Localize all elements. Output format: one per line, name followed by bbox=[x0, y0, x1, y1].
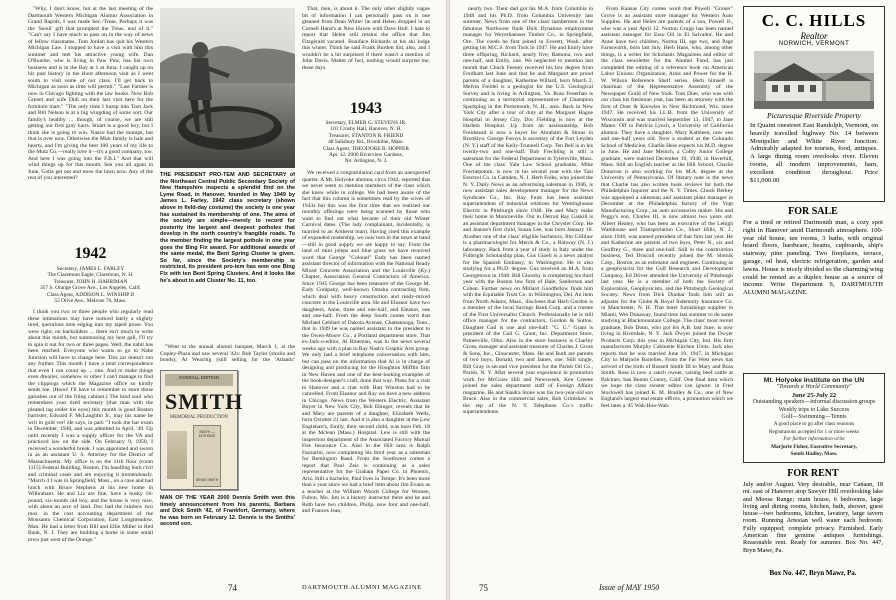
page-number-left: 74 bbox=[228, 583, 237, 593]
book-caption: MAN OF THE YEAR 2000 Dennis Smith won this timely announcement from his parents, Barbara and Dick Smith '42, of Frankfort, Germany, where he was born on February 12. Dennis is the Smiths' second son. bbox=[160, 495, 295, 528]
body-text: nearly two. Their dad got his M.A. from Columbia in 1948 and his Ph.D. from Columbia University last summer. News from one of the class' lumbermen in the fabulous Northwest finds Dick Dynamus employment manager for Weyerhaeuser Timber Co., in Springfield, Ore. The coeds he first joined in Everett, Wash. after getting his M.C.S. from Tuck in 1947. He and Emily have three offspring, Richard, nearly five; Ramona, two and one-half, and Emily, one. We neglected to mention last month that Chuck Feeney received his law degree from Fordham last June and that he and Margaret are proud parents of a daughter, Katherine Willard, born March 2. Melvin Freidel is a geologist for the U.S. Geological Survey and is living in Arlington, Va. Russ Feuerhan is continuing as a territorial representative of Champion Sparkplug in the Portsmouth, N. H., area. Back in New York City after a tour of duty at the Margaret Hague Hospital in Jersey City, Doc Fielding is now at the Harlem Hospital. Up from an assistantship, Bob Freidstead is now a buyer for Abraham & Straus in Brooklyn. George Fornys is secretary of the Fort Leyden (N. Y.) staff of the Kelly-Trunnell Corp. Ten Bell is in his twenty-two and one-half. Bob Frechling is still a salesman for the Federal Department in Tylersville, Mass. One of the class' Yale Law School graduates, Mike Frechepotom, is now in his second year with the Tosi Erectrol Co. in Camden, N. J. Herb Folks, who joined the N. Y. Daily News as an advertising salesman in 1946, is now assistant sales development manager for the News Syndicate Co., Inc. Ray Funk has been assistant superintendent of industrial relations for Westinghouse Electric in Pittsburgh since 1948. He and Mary make their home in Monroeville. Out in Detroit Ray Gaskill is an assistant department manager in the Chrysler Corp. He and Jeanne's first child, Susan Lee, was born January 18. Another one of the class' eligible bachelors, Jim Gillilaw is a pharmacologist for Merck & Co., a Rahway (N. J.) laboratory. Back from a year of study in Italy under the Fulbright Scholarship plan, Gus Gioeli is a news analyst for the Spanish Embassy, in Washington. He is also studying for a Ph.D. degree. Gus received an M.A. from Georgetown in 1948. Bill Gloosby is completing his third year with the Boston law firm of Hale, Sanderson and Cohen. Further news on Millard Goodfellow finds him with the Equitable Trust Co. in Wilmington, Del. An item from North Adams, Mass., discloses that Herb Gordon is a member of the local Savings Bank Corp. and a trustee of the First Universalist Church. Professionally he is still office manager for the contractors, Gordon & Sutton. Daughter Gail is one and one-half. "G. G." Grant is president of the Gail G. Grant, Inc. Department Store, Painesville, Ohio. Also in the store business is Charley Gross, manager and assistant treasurer of Charles J. Gross & Sons, Inc., Gloucester, Mass. He and Ruth are parents of two boys, Donald, two and James, one. Still single, Bill Gray is second vice president for the Parish Oil Co., Parish, N. Y. After several year experience in promotion work for McGraw Hill and Newsweek, Ken Greene joined the sales department staff of Foreign Affairs magazine. He and Sandra Stone was his two-year-old son Bruce. Also in the commercial sales, Bob Grimshaw is the rep of the N. Y. Telephone Co.'s traffic superintendents. bbox=[463, 6, 593, 415]
holyoke-dates: June 25-July 22 bbox=[791, 391, 837, 399]
for-rent-body: July and/or August. Very desirable, near Canaan, 18 mi. east of Hanover atop Sawyer Hill overlooking lake and Moose Range; main house, 6 bedrooms, large living and dining rooms, kitchen, bath, shower, guest house—two bedrooms, kitchen, lavatory, large tavern room. Running Artesian well water each bedroom. Fully equipped; complete privacy. Furnished. Early American fine genuine antiques furnishings. Reasonable rent. Ready for summer. Box No. 447, Bryn Mawr, Pa. bbox=[743, 481, 883, 554]
for-sale-ad bbox=[743, 206, 883, 370]
realtor-ad bbox=[743, 6, 885, 202]
body-text: That, men, is about it. The only other slightly vague bit of information I can personally pass on is one gleaned from Dean White: he and Helen dropped in on Cornell Hand's at New Haven with Dave Hull. I hate to report that Helen still retains the office that Jim Fitzgerald vacated. Boniface Richards at his ski lodge this winter. Think he said Frank Burdett did, also, and I wouldn't be a bit surprised if there wasn't a mention of John Davis. Matter of fact, nothing would surprise me, these days. bbox=[302, 6, 430, 71]
class-agent-line: Class Agent, THEODORE R. HOPPER bbox=[323, 145, 409, 152]
body-text: "Why, I don't know, but at the last meeting of the Dartmouth Western Michigan Alumni Association in Grand Rapids, I was made Sec.-Treas. Perhaps it was the 'Seoul' gift that prompted the Treas. end of it." "Can't say I have much to pass on in the way of news of fellow classmates. Tom Jordan has quit his Western Michigan Law. I stopped to have a visit with him this summer and met his attractive young wife. Dan O'Rourke, who is living in Paw Paw, has his own business and is in the Bay at 1 at Jima. I caught up on his past history in the short afternoon visit as I went south to visit some of our class. I'll get back to Michigan as soon as time will permit." "Last Farmer is now in Chicago fighting with the law books. Now Bob Grenel and wife Didi on their last visit here for the furniture mart." "The only time I bump into Tom Jack and Bill Nelson is at a big wingding of some sort. Our family's healthy ... though, of course, we are still getting our first gray hairs. Stuart is a good boy, but I think she is going to win. Nance had the mumps, but that is over now. Otherwise the Muir family is hale and hearty, and I'm giving the best 100 years of my life to the Mutz Co.—really love it—it's a good company, too. And here I was going into the F.B.I." And that will wind things up for this month. See you all again in June. Gotta get out and mow the lawn now. Any of the rest of you interested? bbox=[28, 6, 153, 181]
holyoke-line-4: A good place to go after class reunions bbox=[773, 421, 855, 428]
book-spine-insert bbox=[193, 425, 221, 487]
for-rent-title: FOR RENT bbox=[787, 468, 839, 479]
feature-headline: Picturesque Riverside Property bbox=[767, 111, 861, 120]
secretary-line: Secretary, ELMER G. STEVENS JR. bbox=[325, 120, 407, 126]
class-agent-line: Class Agent, ADDISON L. WINSHIP II bbox=[47, 291, 134, 298]
book-subtitle: MEMORIAL PRODUCTION bbox=[169, 415, 229, 420]
holyoke-line-1: Outstanding speakers—informal discussion groups bbox=[752, 399, 876, 406]
for-sale-title: FOR SALE bbox=[788, 206, 838, 217]
house-photo bbox=[754, 51, 874, 109]
body-text: I think you two or three people who regularly read these intimations may have noticed lately a slightly tired, querulous note edging into my taped prose. You were right, on backsliders ... there isn't much to write about this month, but summoning my best gall, I'll try to spin it out for two or three pages. Well, the nabit has been reached. Everyone who wants to go to Nahe Junction will have to change here. This car doesn't run any further. This month I have a total correspondence that even I can count up ... one. And to make things even drearier, somehow or other I can't manage to find the clippings which the Magazine office so kindly sends me. (Hooo! I'll have to remember to store those galoshes out of the filing cabinet.) The kind soul who remembers your tired secretary (that man with the pleated tag under his eyes) this month is good Boston barrister, Edward F. McLaughlin Jr., may his name be writ in gold ver! He says, in part: "I took the bar exam in December, 1948, and was admitted in April, '49. Up until recently I was a supply officer for the VA and practiced law on the side. On February 9, 1950, I received a wonderful break. I was appointed and sworn in as an assistant U. S. Attorney for the District of Massachusetts. My office is on the 11th floor (room 1115) Federal Building, Boston. I'm handling both civil and criminal cases and am enjoying it tremendously. "March 4 I was in Springfield, Mass., on a case and had lunch with Bruce Stephens at his new home in Wilbraham. He and Liz are fine, have a husky 18-pound, six-month old boy, and the house is very nice, with about an acre of land. Doc had the rainbow two mos. in the cost accounting department of the Monsanto Chemical Corporation, East Longmeadow. Man. He had a letter from Bill and Ellie Miller in Red Bank, N. J. They are building a home in some small town just west of the Orange." bbox=[28, 309, 153, 543]
secretary-address: The Claremont Eagle, Claremont, N. H. bbox=[47, 272, 134, 279]
holyoke-line-6: For further information write bbox=[783, 436, 845, 443]
treasurer-line: Treasurer, STANTON R. FRIEND bbox=[328, 132, 404, 139]
body-text: From Kansas City comes word that Powell "Gruner" Grove is an assistant store manager for Western Auto Supplies. He and Helen are parents of a son, Powell Jr., who was a year April 12. Norton Grupp has been named assistant manager for Esso Oil in El Salvador. He and Anne have two children, Norma III, age two, and Page Farnsworth, born last July. Herb Hans, who, among other things, is a writer for Scholastic Magazines and editor of the class newsletter for the Alumni Fund, has just completed the editing of a reference book on American Labor Unions: Organization, Aims and Power for the H. W. Wilson Reference Shelf series. Herb himself is chairman of the Representative Assembly of the Newspaper Guild of New York. Tom Doer, who was with our class his freshman year, has been an attorney with the firm of Doer & Knowles in New Richmond, Wis. since 1947. He received his LL.B. from the University of Wisconsin and was married September 13, 1947, to Jane Mateo. Off to Patricia Lynch, a University of California alumna. They have a daughter, Mary Kathleen, now one and one-half years old. Now a student at the Colorado School of Medicine, Charlie Hess expects his M.D. degree in June. He and Jane Meinch, a Colby Junior College graduate, were married December 19, 1948, in Haverhill, Mass. Still an English teacher at the Hill School, Charlie Donovan is also working for his M.A. degree at the University of Pennsylvania. Of literary note is the news that Charlie has also written book reviews for both the Philadelphia Inquirer and the N. Y. Times. Chuck Berkey was appointed a salesman and assistant plant manager in December at the Philadelphia factory of the Vogt Manufacturing Corp., an auto accessories maker. His and Peggy's son, Charles III, is now almost two years old. Albert Healey, who has been an executive of the Lehigh Warehouse and Transportation Co., Short Hills, N. J., since 1946, was named president of that firm last year. He and Katherine are parents of two boys, Peter N., six and Geoffrey G., three and one-half. Still in the construction business, Ted Driscoll recently joined the M. Slotnik Corp., Boston, as an estimator and engineer. Continuing as a geophysicist for the Gulf Research and Development Company, Ed Driver attended the University of Pittsburgh last year. He is a member of both the Society of Exploration, Geophysicists, and the Pittsburgh Geological Society. News from Dick Dunbar finds him still an adjuster for the Globe & Royal Indemnity Insurance Co. in Manchester, N. H. That hotel furnishings supplier in Miami, Wes Dunaway, found time last summer to do some studying at Blackmountain College. The class' most recent graduate, Bob Dunn, who got his A.B. last June, is now living in Riverdale, N. Y. Jack Dwyer joined the Dwyer Products Corp. this year in Michigan City, Ind. His firm manufactures Murphy Cabinette Kitchen Units. Jack also reports that he was married June 19, 1947, in Michigan City to Marjorie Bartelles. From the Far West news has arrived of the birth of Russell Smith III to Mary and Russ Smith. Russ is now a ranch owner, raising beef cattle at Palcines, San Benito County, Calif. One final item which we hope the class rooster editor can ignore: in Fred Stockwell has joined K. M. Bradley & Co., one of New England's largest real estate offices, a promotion which we feel rates a '45 Wah-Hoo-Wah. bbox=[601, 6, 733, 409]
treasurer-address: 48 Salisbury Rd., Brookline, Mass. bbox=[328, 139, 404, 146]
column-3-1942 bbox=[302, 6, 430, 88]
body-text: "Went to the annual alumni banquet, March 1, at the Copley-Plaza and saw several '42s: Bob Taylor (stocks and bonds); Al Weachig (still selling for the 'Atlantic' bbox=[160, 344, 295, 363]
book-cover-image bbox=[160, 370, 244, 490]
holyoke-title: Mt. Holyoke Institute on the UN bbox=[763, 377, 865, 384]
class-heading-1942: 1942 bbox=[74, 245, 107, 262]
secretary-line: Secretary, JAMES L. FARLEY bbox=[56, 266, 125, 272]
class-agent-address: 55 Olive Ave., Melrose 76, Mass. bbox=[54, 298, 127, 305]
for-sale-body: For a tired or retired Dartmouth man, a cozy spot right in Hanover amid Dartmouth atmosphere. 100-year old house, ten rooms, 3 baths, with original board floors, hardware, beams, cupboards, ship's stairway, pine paneling. Two fireplaces, terrace, garage, oil heat, electric refrigeration, garden and lawns. House is nicely divided so the charming wing could be rented as a duplex house as a source of income. Write Department S, DARTMOUTH ALUMNI MAGAZINE. bbox=[743, 219, 883, 297]
class-heading-1943: 1943 bbox=[350, 100, 382, 117]
column-1-intro bbox=[28, 6, 153, 243]
secretary-address: 101 Crosby Hall, Hanover, N. H. bbox=[330, 126, 402, 133]
book-left-panel bbox=[167, 431, 187, 479]
for-rent-ad bbox=[743, 468, 883, 582]
holyoke-line-2: Weekly trips to Lake Success bbox=[778, 406, 850, 413]
left-page bbox=[0, 0, 447, 600]
holyoke-line-8: South Hadley, Mass. bbox=[790, 451, 838, 458]
pothole-photo bbox=[160, 8, 295, 168]
photo-caption: THE PRESIDENT PRO-TEM AND SECRETARY of the Northeast Central Public Secondary Society of New Hampshire inspects a splendid find on the Lyme Road, in Hanover, founded in May 1949 by James L. Farley, 1942 class secretary (shown above in field-day costume) the society is one year has sustained its membership of one. The aims of the society are simple—merely to record for posterity the largest and deepest potholes that develop in the north country's frangible roads. To the member finding the largest pothole in one year goes the Bing Fix award. For additional awards of the same medal, the Bent Spring Cluster is given. So far, since the Society's membership is restricted, its president pro-tem has won one Bing Fix with ten Bent Spring Clusters. And it looks like he's about to add Cluster No. 11, too. bbox=[160, 172, 295, 284]
body-text: We received a congratulation card from an unexpected quarter. A Mt. Holyoke alumna, circa 1942, reported that we never seem to mention members of the class which she knew while in college. We had been aware of the fact that this column is sometimes read by the wives of 1943s but this was the first time that we realized our monthly offerings were being scanned by those who want to find out what became of their old Winter Carnival dates. (The lady complainant, incidentally, is married to an Amherst man). Having cited this example of expanded readership, we now turn to the news at hand—still in good supply we are happy to say. From the land of mint juleps and blue grass we have received word that George "Colonel" Eady has been named assistant director of information with the National Ready Mixed Concrete Association and the Louisville (Ky.) Chapter, Association General Contractors of America. Since 1945 George has been treasurer of the George M. Eady Company, well-known Omaha contracting firm, which deal with heavy construction and ready-mixed concrete in the Louisville area. He and Eleanor have two daughters, Anne, three and one-half, and Eleanor, one and one-half. From the deep South comes word that Michael Gebhart of Dakota Avenue, Chattanooga, Tenn., that in 1949 he was named assistant to the president to the Owen-Moore Co., a Portland department store. That ex-Jack-o-editor, Al Rineman, was in the news several weeks ago with a plan to Ray Nash's Graphic Arts group. We only had a brief telephone conversation with him, but can pass on the information that Al is in charge of designing and producing for the Houghton Mifflin firm in New Haven and one of the best-looking examples of the book-designer's craft, done that way. Plans for a visit to Hanover and a chat with Hart Winston had to be cancelled. From Eleanor and Ray we have a new address in Chicago. News from the Western Electric, Assistant Buyer in New York City, Bob Ebinger, reveals that he and Mary are parents of a daughter, Elizabeth Wells, born October 21 last. And it is also a daughter at the Lew Englehart's, Emily, their second child, was born Feb. 18 at the Mclean (Mass.) Hospital. Lew is still with the inspection department of the Associated Factory Mutual Fire Insurance Co. Also in the Hill area is Ralph Fazzarini, now completing his third year as a salesman for Remington Rand. From the Southwest comes a report that Paul Zeis is continuing as a sales representative for the Graham Paper Co. in Phoenix, Ariz. Still a bachelor, Paul lives in Tempe. It's been more than a year since we had a brief item about Jim Evans as a teacher at the William Woods College for Women, Fulton, Mo. Jim is a history instructor there and he and Ruth have two children, Philip, now four and one-half, and Frances Jean, bbox=[302, 170, 430, 514]
book-spine-label: SMITH — EDITIONS bbox=[198, 430, 216, 438]
realtor-label: Realtor bbox=[800, 31, 828, 41]
holyoke-line-5: Registrations accepted for 1 or more weeks bbox=[769, 428, 859, 435]
column-2-1943 bbox=[601, 6, 733, 576]
column-2-1942 bbox=[160, 344, 295, 364]
treasurer-line: Treasurer, JOHN H. HARRIMAN bbox=[53, 278, 128, 285]
treasurer-address: 357 S. Orange Grove Ave., Los Angeles, Calif. bbox=[39, 285, 142, 292]
holyoke-line-7: Marjorie Fisher, Executive Secretary, bbox=[770, 443, 858, 450]
column-1-1943 bbox=[463, 6, 593, 576]
class-officers-1943 bbox=[302, 120, 430, 165]
class-officers-1942 bbox=[28, 266, 153, 304]
holyoke-subtitle: "Towards a World Community" bbox=[776, 384, 852, 391]
holyoke-line-3: Golf—Swimming—Tennis bbox=[781, 414, 847, 421]
issue-date-footer: Issue of MAY 1950 bbox=[599, 583, 660, 592]
magazine-name-footer: DARTMOUTH ALUMNI MAGAZINE bbox=[302, 584, 422, 591]
realtor-name: C. C. HILLS bbox=[761, 11, 867, 30]
book-author-label: DENIS SMITH bbox=[195, 478, 219, 482]
page-number-right: 75 bbox=[479, 583, 488, 593]
mt-holyoke-ad bbox=[743, 373, 885, 463]
realtor-location: NORWICH, VERMONT bbox=[778, 41, 850, 47]
column-3-1943 bbox=[302, 170, 430, 575]
column-1-1942 bbox=[28, 309, 153, 575]
class-agent-city: No. Arlington, N. J. bbox=[344, 158, 388, 165]
book-title: SMITH bbox=[165, 389, 244, 414]
for-rent-box-number: Box No. 447, Bryn Mawr, Pa. bbox=[769, 569, 857, 577]
right-page bbox=[449, 0, 896, 600]
book-series-label: OVERALL EDITION bbox=[178, 375, 220, 380]
class-agent-address: Apt. 12, 2000 Riverview Gardens, bbox=[328, 152, 404, 159]
realtor-ad-body: In Quaint onestreet East Randolph, Vermont, on heavily travelled highway No. 14 between Montpelier and White River Junction. Admirably adapted for tourists, food, antiques. A large dining room overlooks river. Eleven rooms, all modern improvements, barn, excellent condition throughout. Price $11,000.00 bbox=[750, 122, 878, 184]
